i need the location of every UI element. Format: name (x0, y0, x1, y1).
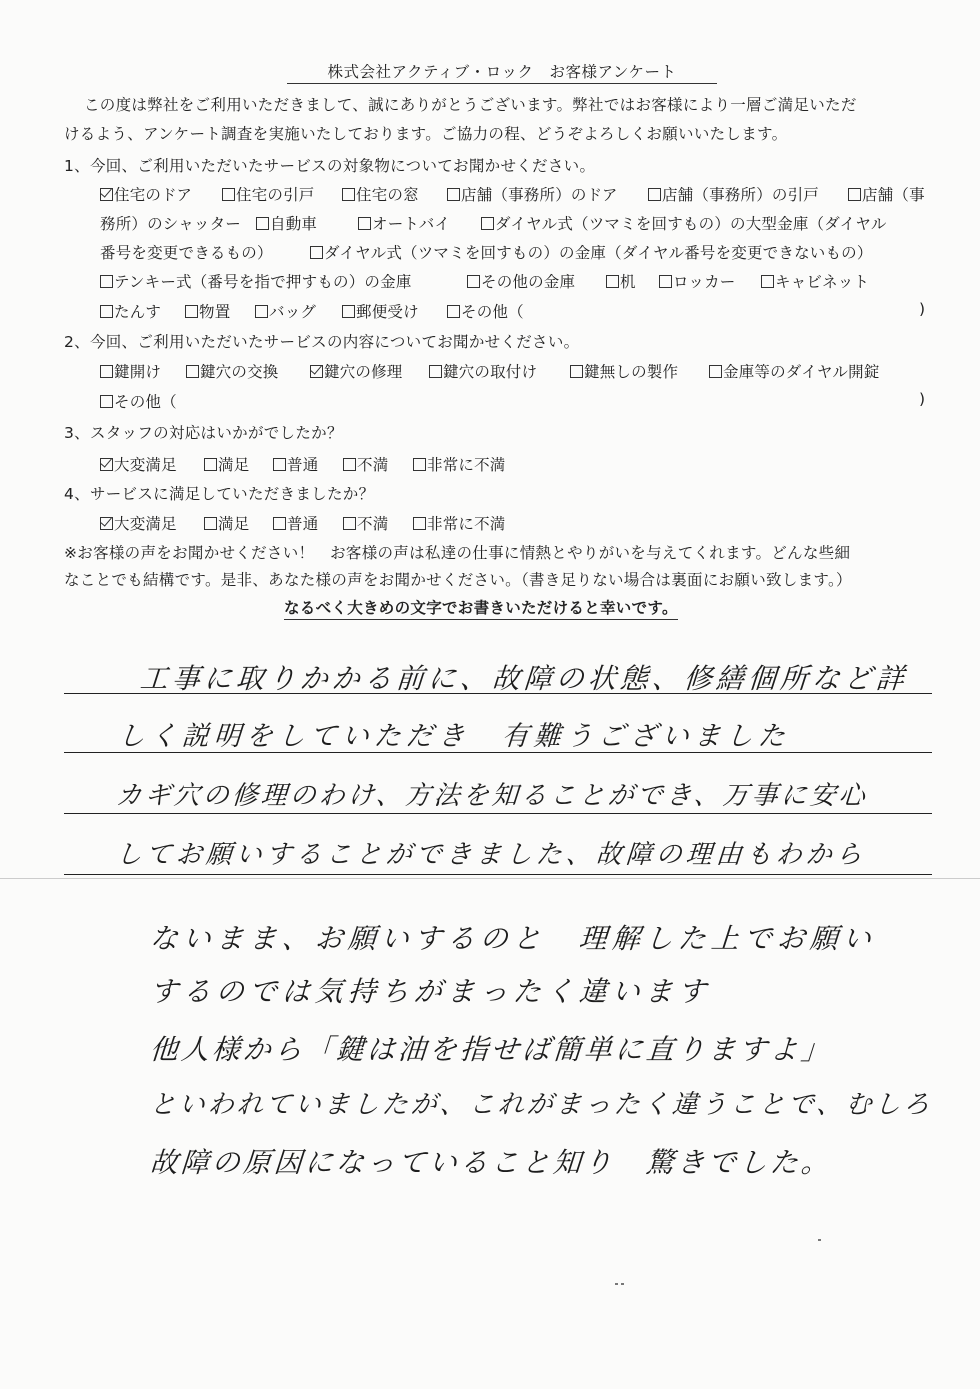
handwritten-line: 工事に取りかかる前に、故障の状態、修繕個所など詳 (138, 662, 910, 695)
handwritten-line: するのでは気持ちがまったく違います (148, 975, 713, 1008)
checkbox-icon[interactable] (204, 517, 217, 530)
voice-emphasis: なるべく大きめの文字でお書きいただけると幸いです。 (284, 596, 678, 620)
speck (818, 1239, 821, 1241)
handwritten-line: ないまま、お願いするのと 理解した上でお願い (148, 922, 878, 955)
checkbox-checked-icon[interactable] (310, 365, 323, 378)
question-1: 1、今回、ご利用いただいたサービスの対象物についてお聞かせください。 (64, 157, 596, 175)
q1-option-tenkey-safe[interactable]: テンキー式（番号を指で押すもの）の金庫 (100, 270, 412, 292)
checkbox-icon[interactable] (429, 365, 442, 378)
checkbox-icon[interactable] (222, 188, 235, 201)
handwritten-line: カギ穴の修理のわけ、方法を知ることができ、万事に安心 (114, 781, 869, 811)
q2-option-repair[interactable]: 鍵穴の修理 (310, 360, 403, 382)
intro-line-2: けるよう、アンケート調査を実施いたしております。ご協力の程、どうぞよろしくお願いいたします。 (64, 125, 788, 143)
q4-option-normal[interactable]: 普通 (273, 512, 318, 534)
q1-option-shop-door[interactable]: 店舗（事務所）のドア (447, 183, 618, 205)
speck (615, 1283, 618, 1285)
q4-option-very-satisfied[interactable]: 大変満足 (100, 512, 177, 534)
q1-option-shop-shutter[interactable]: 店舗（事 (848, 183, 925, 205)
q1-option-bag[interactable]: バッグ (255, 300, 316, 322)
paper-seam (0, 878, 980, 879)
checkbox-icon[interactable] (343, 458, 356, 471)
q1-close-paren: ) (919, 300, 926, 318)
handwritten-line: といわれていましたが、これがまったく違うことで、むしろ (148, 1090, 934, 1120)
checkbox-checked-icon[interactable] (100, 188, 113, 201)
q1-option-car[interactable]: 自動車 (256, 212, 317, 234)
writing-rule (64, 813, 932, 814)
checkbox-icon[interactable] (709, 365, 722, 378)
checkbox-icon[interactable] (204, 458, 217, 471)
question-2: 2、今回、ご利用いただいたサービスの内容についてお聞かせください。 (64, 333, 580, 351)
checkbox-checked-icon[interactable] (100, 517, 113, 530)
handwritten-line: しく説明をしていただき 有難うございました (116, 721, 791, 752)
checkbox-icon[interactable] (185, 305, 198, 318)
q2-option-unlock[interactable]: 鍵開け (100, 360, 161, 382)
checkbox-icon[interactable] (100, 365, 113, 378)
checkbox-icon[interactable] (100, 275, 113, 288)
voice-line-2: なことでも結構です。是非、あなた様の声をお聞かせください。（書き足りない場合は裏面にお願い致します。） (64, 571, 852, 589)
q2-option-make-key[interactable]: 鍵無しの製作 (570, 360, 678, 382)
checkbox-icon[interactable] (255, 305, 268, 318)
question-3: 3、スタッフの対応はいかがでしたか？ (64, 424, 343, 442)
q4-option-dissatisfied[interactable]: 不満 (343, 512, 388, 534)
q3-option-very-satisfied[interactable]: 大変満足 (100, 453, 177, 475)
q1-option-shop-slide[interactable]: 店舗（事務所）の引戸 (648, 183, 819, 205)
q1-option-other[interactable]: その他（ (447, 300, 524, 322)
intro-line-1: この度は弊社をご利用いただきまして、誠にありがとうございます。弊社ではお客様により一層ご満足いただ (84, 96, 857, 114)
q2-close-paren: ) (919, 390, 926, 408)
checkbox-icon[interactable] (413, 458, 426, 471)
q4-option-very-dissatisfied[interactable]: 非常に不満 (413, 512, 506, 534)
q3-option-satisfied[interactable]: 満足 (204, 453, 249, 475)
checkbox-icon[interactable] (447, 188, 460, 201)
checkbox-icon[interactable] (100, 395, 113, 408)
checkbox-icon[interactable] (761, 275, 774, 288)
q1-option-mailbox[interactable]: 郵便受け (342, 300, 419, 322)
q1-option-chest[interactable]: たんす (100, 300, 161, 322)
q1-option-house-slide[interactable]: 住宅の引戸 (222, 183, 315, 205)
checkbox-icon[interactable] (606, 275, 619, 288)
q1-option-desk[interactable]: 机 (606, 270, 636, 292)
checkbox-checked-icon[interactable] (100, 458, 113, 471)
checkbox-icon[interactable] (659, 275, 672, 288)
checkbox-icon[interactable] (343, 517, 356, 530)
handwritten-line: 故障の原因になっていること知り 驚きでした。 (148, 1146, 834, 1179)
q3-option-dissatisfied[interactable]: 不満 (343, 453, 388, 475)
writing-rule (64, 874, 932, 875)
q2-option-install[interactable]: 鍵穴の取付け (429, 360, 537, 382)
q1-option-other-safe[interactable]: その他の金庫 (467, 270, 575, 292)
voice-line-1: ※お客様の声をお聞かせください！ お客様の声は私達の仕事に情熱とやりがいを与えてくれます。どんな些細 (64, 544, 851, 562)
q1-option-motorbike[interactable]: オートバイ (358, 212, 450, 234)
q2-option-replace[interactable]: 鍵穴の交換 (186, 360, 279, 382)
q1-option-locker[interactable]: ロッカー (659, 270, 736, 292)
q1-option-large-safe[interactable]: ダイヤル式（ツマミを回すもの）の大型金庫（ダイヤル (481, 212, 887, 234)
checkbox-icon[interactable] (273, 458, 286, 471)
q3-option-normal[interactable]: 普通 (273, 453, 318, 475)
checkbox-icon[interactable] (342, 305, 355, 318)
q1-option-dial-safe[interactable]: ダイヤル式（ツマミを回すもの）の金庫（ダイヤル番号を変更できないもの） (310, 241, 873, 263)
checkbox-icon[interactable] (413, 517, 426, 530)
checkbox-icon[interactable] (648, 188, 661, 201)
checkbox-icon[interactable] (358, 217, 371, 230)
q1-option-house-window[interactable]: 住宅の窓 (342, 183, 419, 205)
checkbox-icon[interactable] (481, 217, 494, 230)
q2-option-dial-open[interactable]: 金庫等のダイヤル開錠 (709, 360, 880, 382)
q2-option-other[interactable]: その他（ (100, 390, 177, 412)
handwritten-line: 他人様から「鍵は油を指せば簡単に直りますよ」 (148, 1033, 834, 1066)
q4-option-satisfied[interactable]: 満足 (204, 512, 249, 534)
checkbox-icon[interactable] (273, 517, 286, 530)
checkbox-icon[interactable] (256, 217, 269, 230)
checkbox-icon[interactable] (100, 305, 113, 318)
q3-option-very-dissatisfied[interactable]: 非常に不満 (413, 453, 506, 475)
speck (621, 1283, 624, 1285)
checkbox-icon[interactable] (848, 188, 861, 201)
checkbox-icon[interactable] (570, 365, 583, 378)
survey-title: 株式会社アクティブ・ロック お客様アンケート (287, 60, 717, 84)
question-4: 4、サービスに満足していただきましたか？ (64, 485, 375, 503)
handwritten-line: してお願いすることができました、故障の理由もわから (114, 840, 867, 870)
checkbox-icon[interactable] (342, 188, 355, 201)
checkbox-icon[interactable] (310, 246, 323, 259)
q1-option-large-safe-cont: 番号を変更できるもの） (100, 244, 273, 262)
q1-option-shed[interactable]: 物置 (185, 300, 230, 322)
q1-option-cabinet[interactable]: キャビネット (761, 270, 869, 292)
checkbox-icon[interactable] (467, 275, 480, 288)
checkbox-icon[interactable] (186, 365, 199, 378)
q1-option-shutter-cont: 務所）のシャッター (100, 215, 241, 233)
checkbox-icon[interactable] (447, 305, 460, 318)
q1-option-house-door[interactable]: 住宅のドア (100, 183, 192, 205)
